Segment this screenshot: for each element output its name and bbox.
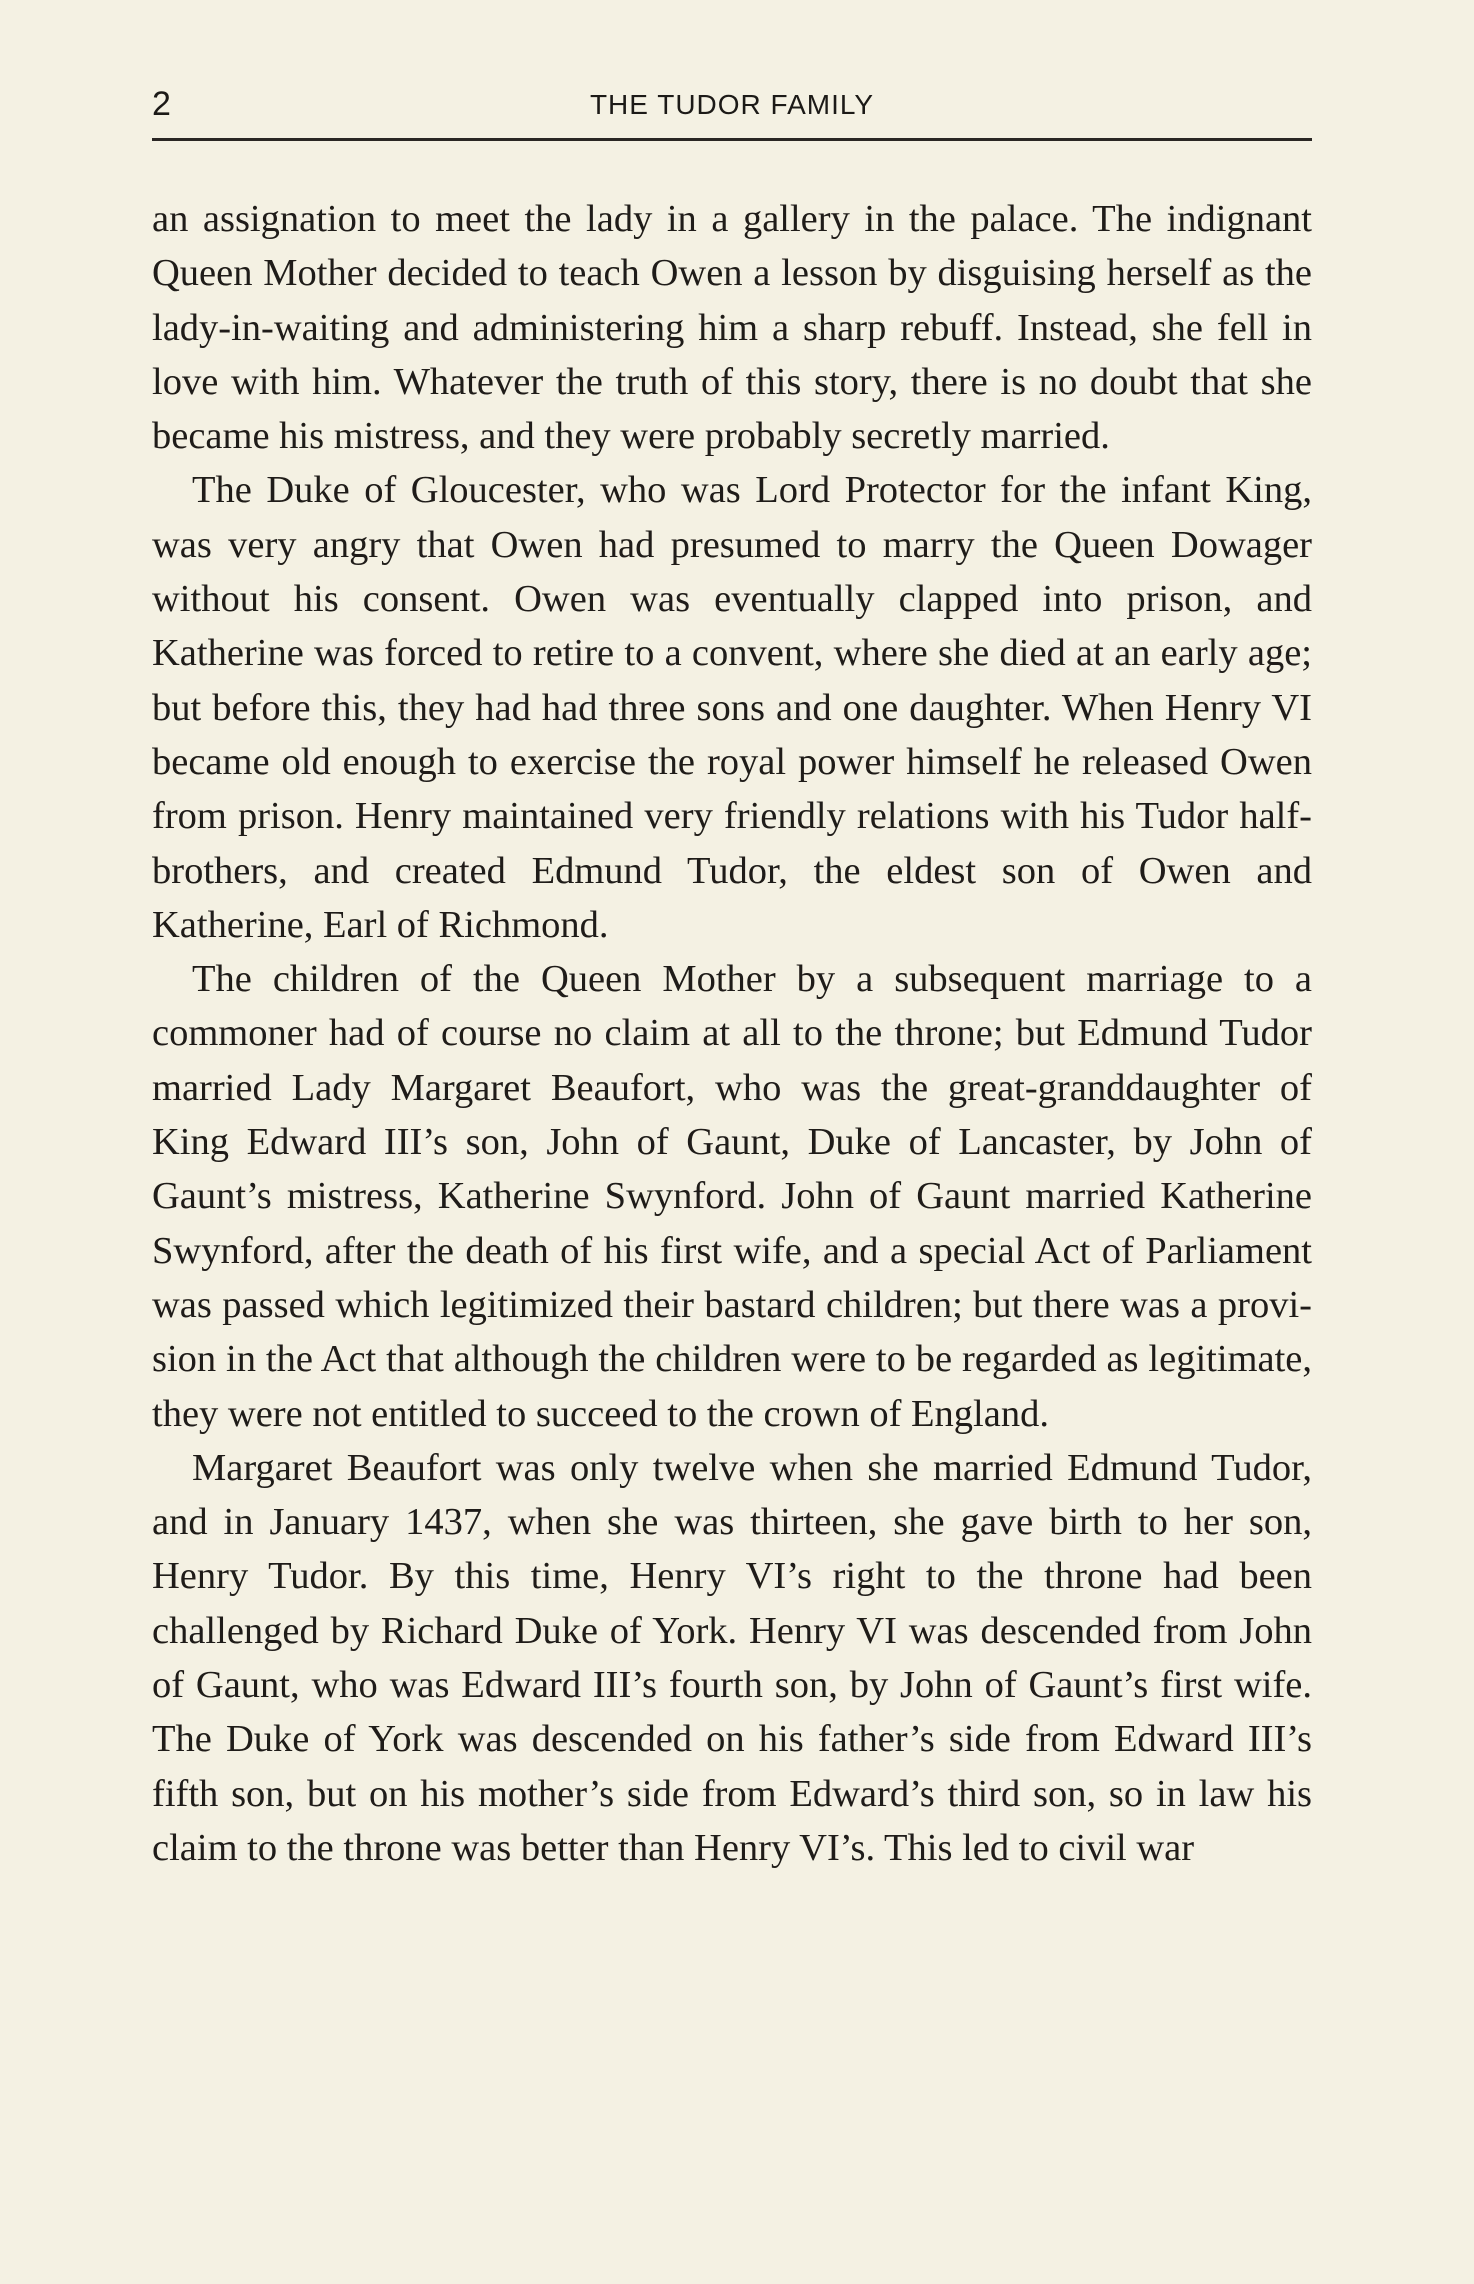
paragraph-3: The children of the Queen Mother by a subsequent marriage to a commoner had of course no claim at all to the throne; but Edmund Tudor married Lady Margaret Beaufort, who was the great-granddaughter of King Edward III’s son, John of Gaunt, Duke of Lancaster, by John of Gaunt’s mistress, Katherine Swynford. John of Gaunt married Katherine Swynford, after the death of his first wife, and a special Act of Parliament was passed which legitimized their bastard children; but there was a provision in the Act that although the children were to be regarded as legitimate, they were not entitled to succeed to the crown of England. — [152, 958, 1312, 1435]
paragraph-4: Margaret Beaufort was only twelve when she married Edmund Tudor, and in January 1437, when she was thirteen, she gave birth to her son, Henry Tudor. By this time, Henry VI’s right to the throne had been challenged by Richard Duke of York. Henry VI was descended from John of Gaunt, who was Edward III’s fourth son, by John of Gaunt’s first wife. The Duke of York was descended on his father’s side from Edward III’s fifth son, but on his mother’s side from Edward’s third son, so in law his claim to the throne was better than Henry VI’s. This led to civil war — [152, 1446, 1312, 1869]
paragraph-2: The Duke of Gloucester, who was Lord Protector for the infant King, was very angry that Owen had presumed to marry the Queen Dowager without his consent. Owen was eventually clapped into prison, and Katherine was forced to retire to a convent, where she died at an early age; but before this, they had had three sons and one daughter. When Henry VI became old enough to exercise the royal power himself he released Owen from prison. Henry maintained very friendly relations with his Tudor half-brothers, and created Edmund Tudor, the eldest son of Owen and Katherine, Earl of Richmond. — [152, 469, 1312, 946]
header-rule — [152, 138, 1312, 141]
running-title: THE TUDOR FAMILY — [589, 89, 875, 120]
paragraph-1: an assignation to meet the lady in a gallery in the palace. The indignant Queen Mother decided to teach Owen a lesson by disguising herself as the lady-in-waiting and administering him a sharp rebuff. Instead, she fell in love with him. Whatever the truth of this story, there is no doubt that she became his mistress, and they were probably secretly married. — [152, 198, 1312, 458]
body-text — [152, 192, 1312, 1875]
running-head — [152, 78, 1312, 130]
page-number: 2 — [152, 85, 171, 123]
